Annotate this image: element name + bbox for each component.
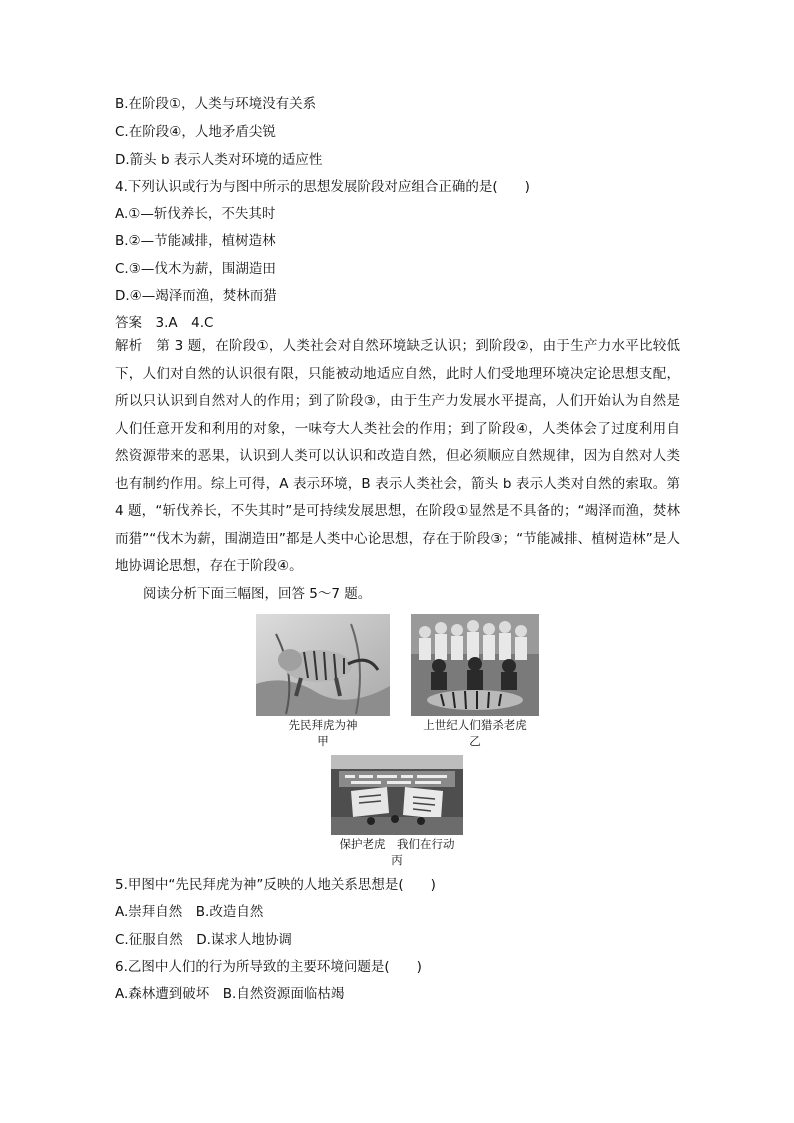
figure-yi-caption: 上世纪人们猎杀老虎 bbox=[423, 718, 527, 732]
q6-options-ab: A.森林遭到破坏 B.自然资源面临枯竭 bbox=[115, 986, 345, 1002]
analysis-text: 第 3 题，在阶段①，人类社会对自然环境缺乏认识；到阶段②，由于生产力水平比较低下，人们对自然的认识很有限，只能被动地适应自然，此时人们受地理环境决定论思想支配，所以只认识到自然对人的作用；到了阶段③，由于生产力发展水平提高，人们开始认为自然是人们任意开发和利用的对象，一味夸大人类社会的作用；到了阶段④，人类体会了过度利用自然资源带来的恶果，认识到人类可以认识和改造自然，但必须顺应自然规律，因为自然对人类也有制约作用。综上可得，A 表示环境，B 表示人类社会，箭头 b 表示人类对自然的索取。第 4 题，“斩伐养长，不失其时”是可持续发展思想，在阶段①显然是不具备的；“竭泽而渔，焚林而猎”“伐木为薪，围湖造田”都是人类中心论思想，存在于阶段③；“节能减排、植树造林”是人地协调论思想，存在于阶段④。 bbox=[115, 338, 681, 574]
q3-option-c: C.在阶段④，人地矛盾尖锐 bbox=[115, 124, 276, 140]
figure-bing bbox=[331, 755, 463, 870]
q4-stem: 4.下列认识或行为与图中所示的思想发展阶段对应组合正确的是( ) bbox=[115, 179, 530, 195]
tiger-hunting-photo bbox=[411, 614, 539, 716]
figure-jia bbox=[256, 614, 390, 754]
figure-yi-label: 乙 bbox=[469, 734, 481, 748]
tiger-protection-photo bbox=[331, 755, 463, 835]
answer-line bbox=[115, 313, 213, 333]
figure-yi bbox=[411, 614, 539, 754]
q4-option-c: C.③—伐木为薪，围湖造田 bbox=[115, 261, 276, 277]
figure-bing-caption: 保护老虎 我们在行动 bbox=[339, 837, 455, 851]
q4-option-d: D.④—竭泽而渔，焚林而猎 bbox=[115, 288, 277, 304]
q5-stem: 5.甲图中“先民拜虎为神”反映的人地关系思想是( ) bbox=[115, 877, 436, 893]
figure-bing-label: 丙 bbox=[391, 853, 403, 867]
q5-options-ab: A.崇拜自然 B.改造自然 bbox=[115, 904, 264, 920]
analysis-paragraph bbox=[115, 333, 680, 581]
figure-jia-label: 甲 bbox=[317, 734, 329, 748]
analysis-label: 解析 bbox=[115, 338, 143, 354]
q4-option-b: B.②—节能减排，植树造林 bbox=[115, 233, 276, 249]
q5-options-cd: C.征服自然 D.谋求人地协调 bbox=[115, 932, 292, 948]
q6-stem: 6.乙图中人们的行为所导致的主要环境问题是( ) bbox=[115, 959, 422, 975]
answer-text: 3.A 4.C bbox=[155, 315, 214, 331]
q4-option-a: A.①—斩伐养长，不失其时 bbox=[115, 206, 276, 222]
tiger-painting-image bbox=[256, 614, 390, 716]
q3-option-b: B.在阶段①，人类与环境没有关系 bbox=[115, 96, 317, 112]
intro-text: 阅读分析下面三幅图，回答 5～7 题。 bbox=[143, 586, 372, 602]
figure-jia-caption: 先民拜虎为神 bbox=[288, 718, 358, 732]
q3-option-d: D.箭头 b 表示人类对环境的适应性 bbox=[115, 152, 323, 168]
answer-label: 答案 bbox=[115, 315, 142, 331]
